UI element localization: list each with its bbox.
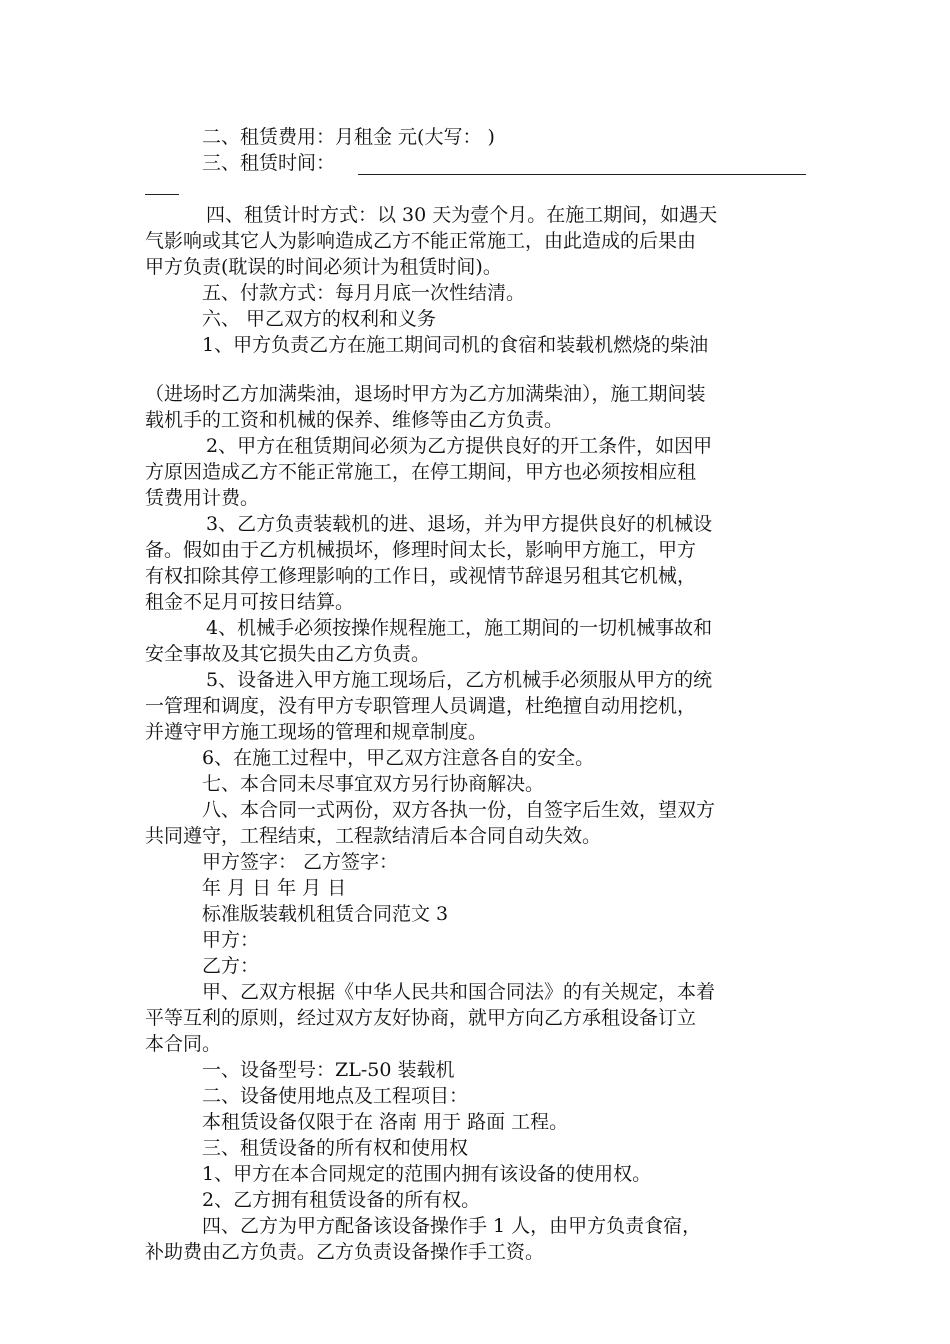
rent-period-blank-underline <box>358 174 806 175</box>
clause-4-line-3: 甲方负责(耽误的时间必须计为租赁时间)。 <box>145 256 502 278</box>
clause-4-line-2: 气影响或其它人为影响造成乙方不能正常施工，由此造成的后果由 <box>145 230 697 252</box>
clause-8-line-2: 共同遵守，工程结束，工程款结清后本合同自动失效。 <box>145 825 602 847</box>
ownership-heading: 三、租赁设备的所有权和使用权 <box>202 1137 469 1159</box>
rent-period-line: 三、租赁时间： <box>202 152 336 174</box>
item-3-line-4: 租金不足月可按日结算。 <box>145 591 355 613</box>
operator-line-2: 补助费由乙方负责。乙方负责设备操作手工资。 <box>145 1241 545 1263</box>
preamble-line-3: 本合同。 <box>145 1033 222 1055</box>
operator-line-1: 四、乙方为甲方配备该设备操作手 1 人，由甲方负责食宿， <box>202 1215 702 1237</box>
ownership-item-1: 1、甲方在本合同规定的范围内拥有该设备的使用权。 <box>202 1163 652 1185</box>
clause-6-heading: 六、 甲乙双方的权利和义务 <box>202 308 437 330</box>
equipment-model-line: 一、设备型号：ZL-50 装载机 <box>202 1059 455 1081</box>
item-5-line-1: 5、设备进入甲方施工现场后，乙方机械手必须服从甲方的统 <box>206 669 713 691</box>
item-3-line-1: 3、乙方负责装载机的进、退场，并为甲方提供良好的机械设 <box>206 513 713 535</box>
preamble-line-2: 平等互利的原则，经过双方友好协商，就甲方向乙方承租设备订立 <box>145 1007 697 1029</box>
item-4-line-1: 4、机械手必须按操作规程施工，施工期间的一切机械事故和 <box>206 617 713 639</box>
item-1-line-2: （进场时乙方加满柴油，退场时甲方为乙方加满柴油），施工期间装 <box>145 383 706 405</box>
preamble-line-1: 甲、乙双方根据《中华人民共和国合同法》的有关规定，本着 <box>202 981 716 1003</box>
clause-4-line-1: 四、租赁计时方式：以 30 天为壹个月。在施工期间，如遇天 <box>206 204 718 226</box>
clause-7-line: 七、本合同未尽事宜双方另行协商解决。 <box>202 773 545 795</box>
clause-5-line: 五、付款方式：每月月底一次性结清。 <box>202 282 526 304</box>
item-2-line-2: 方原因造成乙方不能正常施工，在停工期间，甲方也必须按相应租 <box>145 461 697 483</box>
item-5-line-2: 一管理和调度，没有甲方专职管理人员调遣，杜绝擅自动用挖机， <box>145 695 697 717</box>
item-5-line-3: 并遵守甲方施工现场的管理和规章制度。 <box>145 721 488 743</box>
date-line: 年 月 日 年 月 日 <box>202 877 347 899</box>
signature-line: 甲方签字： 乙方签字： <box>202 851 399 873</box>
item-4-line-2: 安全事故及其它损失由乙方负责。 <box>145 643 431 665</box>
template-3-title: 标准版装载机租赁合同范文 3 <box>202 903 449 925</box>
rent-fee-line: 二、租赁费用：月租金 元(大写： ) <box>202 126 495 148</box>
item-3-line-2: 备。假如由于乙方机械损坏，修理时间太长，影响甲方施工，甲方 <box>145 539 697 561</box>
party-a-line: 甲方： <box>202 929 260 951</box>
location-detail: 本租赁设备仅限于在 洛南 用于 路面 工程。 <box>202 1111 569 1133</box>
party-b-line: 乙方： <box>202 955 260 977</box>
item-6-line: 6、在施工过程中，甲乙双方注意各自的安全。 <box>202 747 595 769</box>
rent-period-blank-underline-cont <box>145 194 179 195</box>
item-1-line-3: 载机手的工资和机械的保养、维修等由乙方负责。 <box>145 409 564 431</box>
location-heading: 二、设备使用地点及工程项目： <box>202 1085 469 1107</box>
ownership-item-2: 2、乙方拥有租赁设备的所有权。 <box>202 1189 481 1211</box>
item-3-line-3: 有权扣除其停工修理影响的工作日，或视情节辞退另租其它机械， <box>145 565 697 587</box>
item-2-line-1: 2、甲方在租赁期间必须为乙方提供良好的开工条件，如因甲 <box>206 435 713 457</box>
clause-8-line-1: 八、本合同一式两份，双方各执一份，自签字后生效，望双方 <box>202 799 716 821</box>
item-1-line-1: 1、甲方负责乙方在施工期间司机的食宿和装载机燃烧的柴油 <box>202 334 709 356</box>
item-2-line-3: 赁费用计费。 <box>145 487 260 509</box>
